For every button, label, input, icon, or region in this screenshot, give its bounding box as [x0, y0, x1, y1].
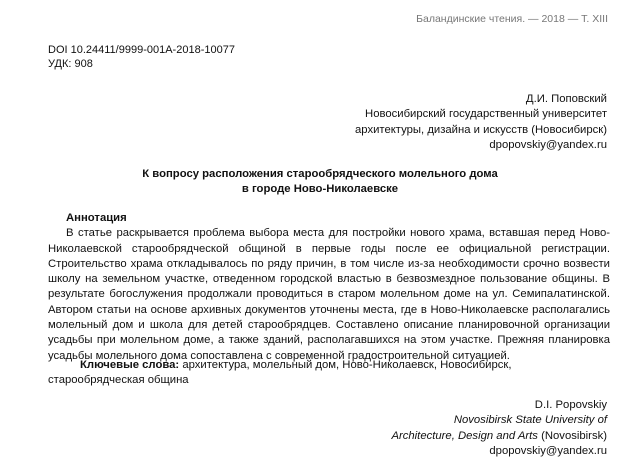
keywords: [48, 358, 610, 389]
running-header: Баландинские чтения. — 2018 — Т. XIII: [416, 13, 608, 25]
keywords-text: архитектура, молельный дом, Ново-Николаевск, Новосибирск, старообрядческая община: [48, 359, 512, 387]
author-affiliation: Новосибирский государственный университет: [365, 108, 607, 121]
author-name: Д.И. Поповский: [525, 93, 607, 105]
author-block-en: [391, 398, 607, 459]
title-line: К вопросу расположения старообрядческого молельного дома: [142, 168, 498, 180]
title-line: в городе Ново-Николаевске: [241, 183, 399, 196]
article-meta: [48, 43, 235, 71]
article-title: [0, 167, 640, 198]
author-affiliation-en-city: (Novosibirsk): [541, 429, 607, 442]
author-affiliation-en: Novosibirsk State University of: [453, 414, 607, 427]
abstract-body: В статье раскрывается проблема выбора места для постройки нового храма, вставшая перед Ново-Николаевской старообрядческой общиной в первые годы после ее официальной регистрации. Строительство храма откладывалось по ряду причин, в том числе из-за необходимости срочно возвести школу на земельном участке, отведенном городской властью в безвозмездное пользование общины. В результате богослужения продолжали проводиться в старом молельном доме на ул. Семипалатинской. Автором статьи на основе архивных документов уточнены места, где в Ново-Николаевске располагались молельный дом и школа для детей старообрядцев. Составлено описание планировочной организации усадьбы при молельном доме, а также зданий, располагавшихся на этом участке. Прежняя планировка усадьбы молельного дома сопоставлена с современной градостроительной ситуацией.: [48, 227, 610, 362]
doi: DOI 10.24411/9999-001A-2018-10077: [48, 44, 235, 56]
author-email-en: dpopovskiy@yandex.ru: [489, 444, 607, 457]
author-affiliation-en-institution: Architecture, Design and Arts: [391, 429, 538, 442]
keywords-label: Ключевые слова:: [80, 359, 180, 371]
abstract: [48, 211, 610, 364]
author-email: dpopovskiy@yandex.ru: [489, 139, 607, 152]
udk: УДК: 908: [48, 58, 93, 70]
author-block-ru: [355, 92, 607, 154]
author-affiliation: архитектуры, дизайна и искусств (Новосибирск): [355, 123, 607, 136]
abstract-heading: Аннотация: [66, 212, 127, 224]
author-name-en: D.I. Popovskiy: [534, 399, 607, 411]
author-affiliation-en-line2: [391, 429, 607, 444]
